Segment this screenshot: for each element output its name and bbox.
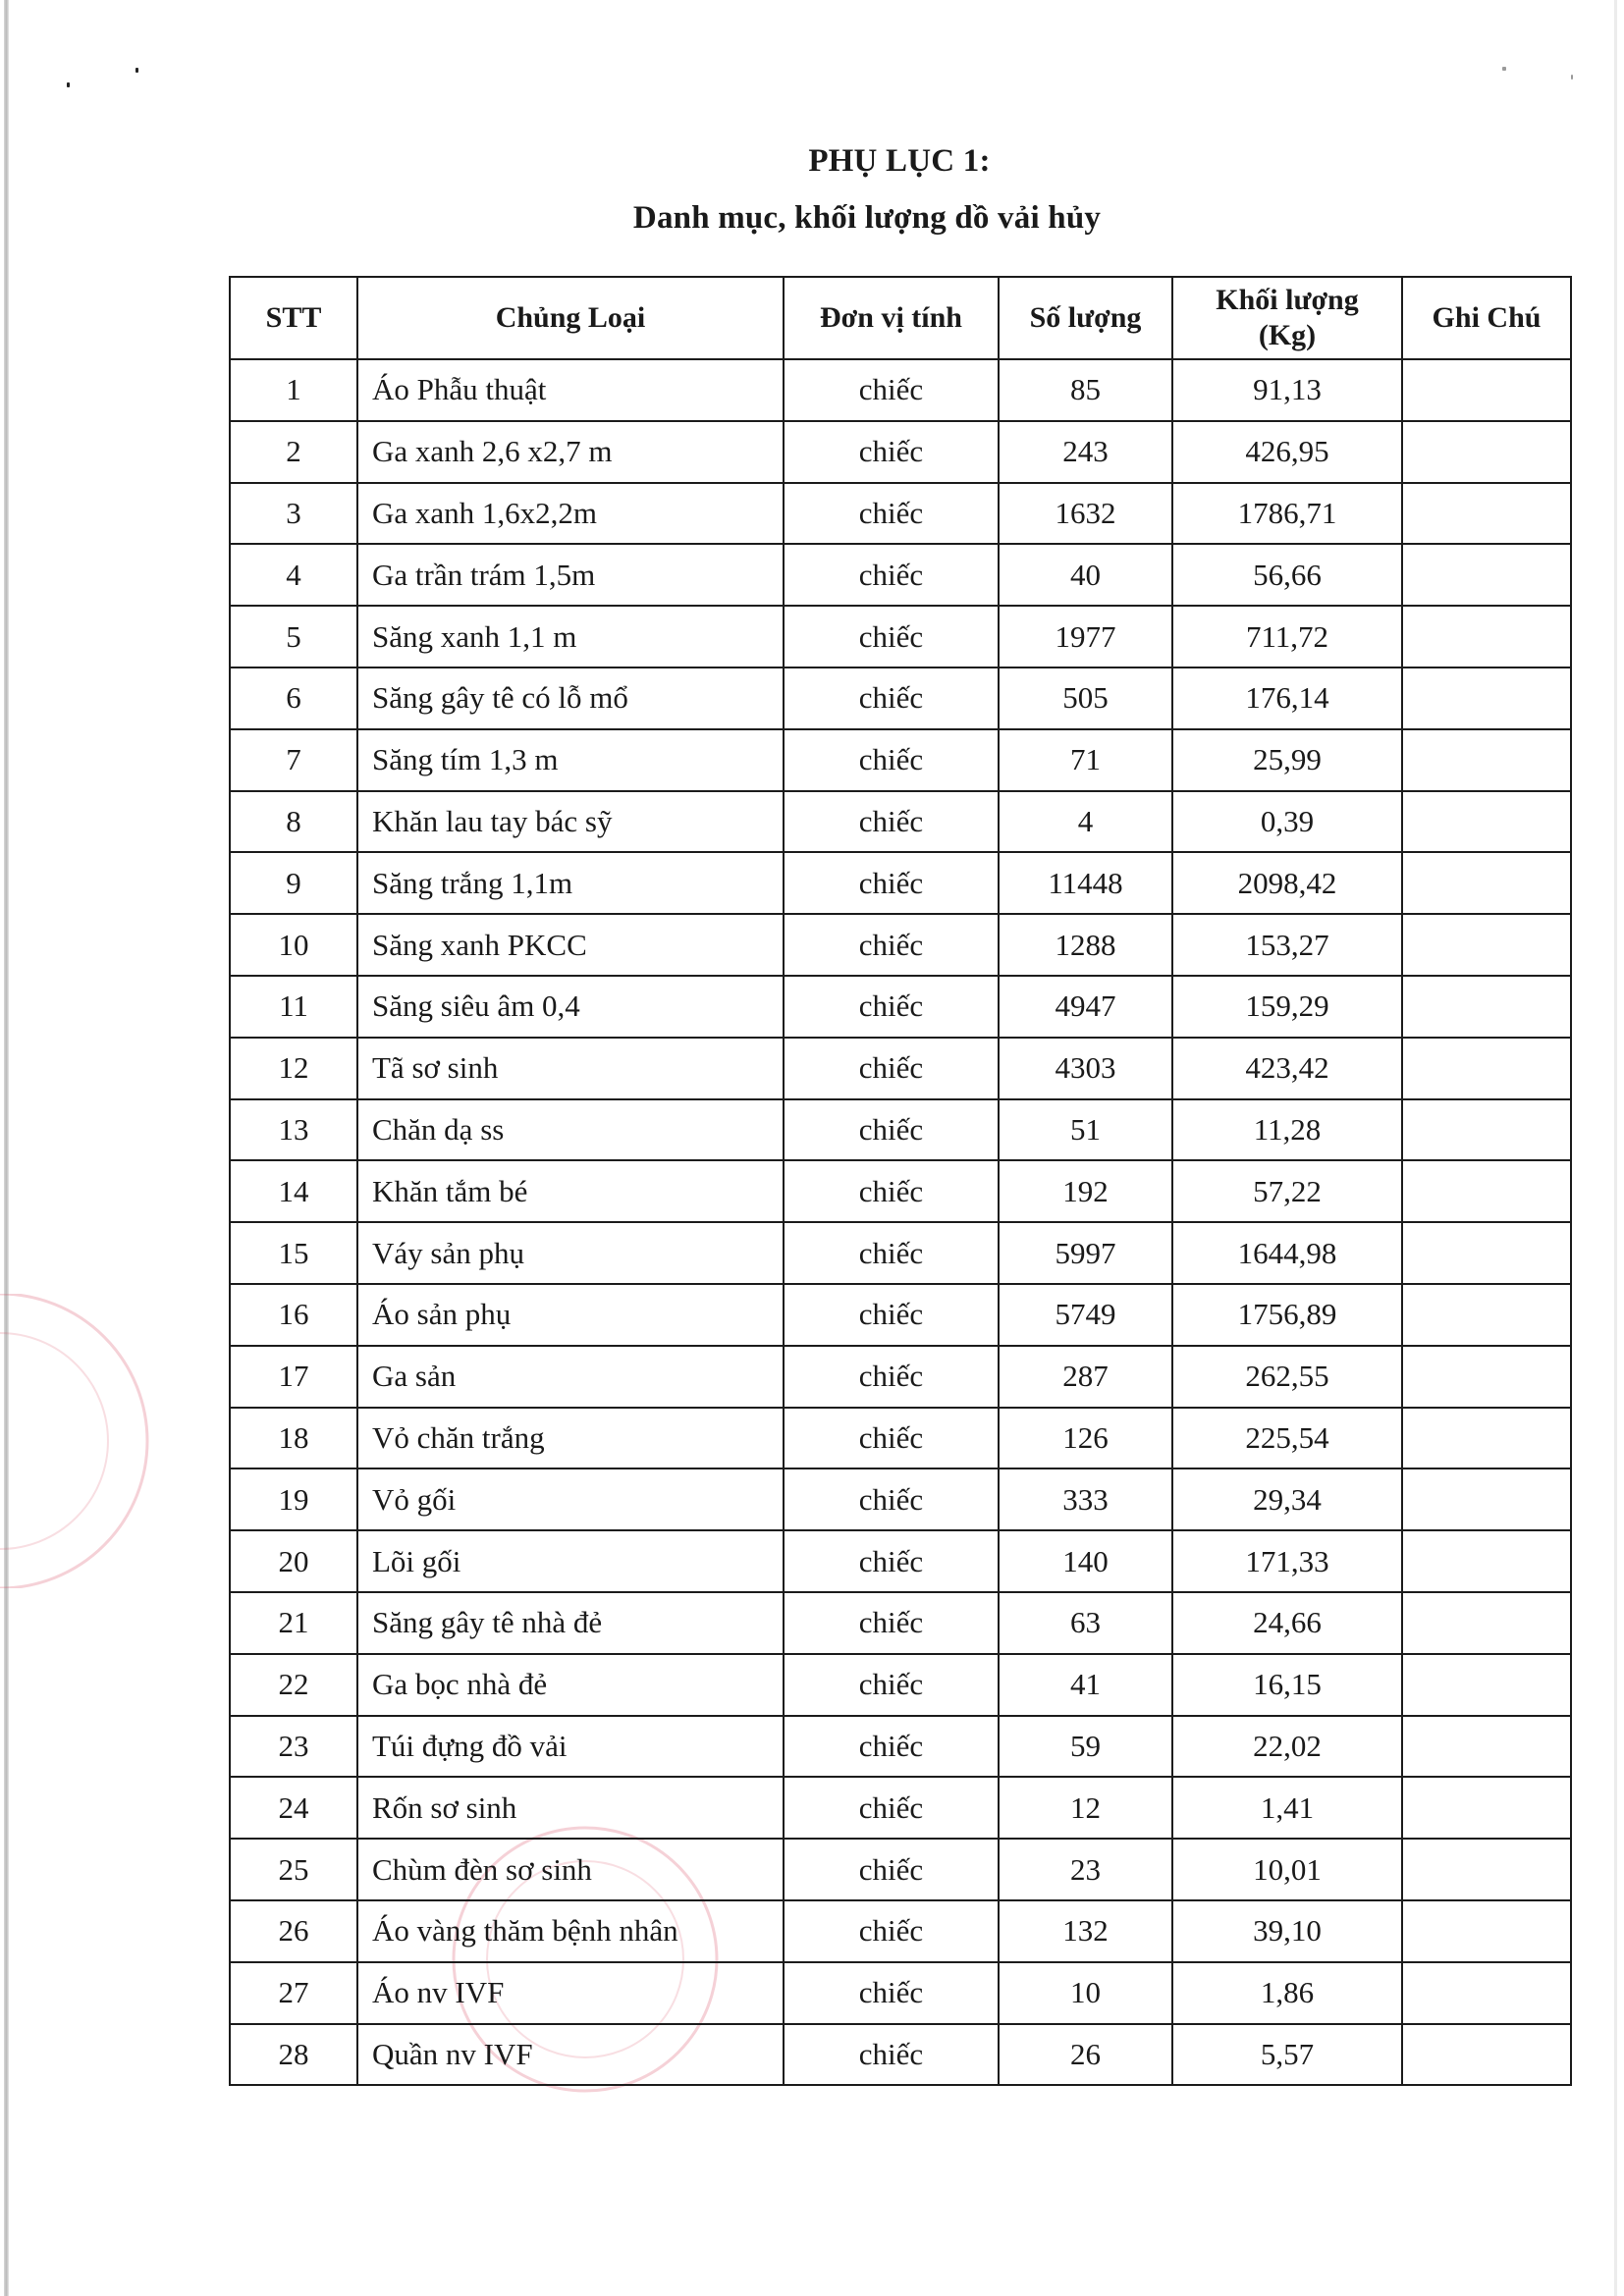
cell-weight: 39,10 [1172, 1900, 1402, 1962]
cell-unit: chiếc [784, 791, 999, 853]
table-row [230, 667, 1571, 729]
cell-type: Rốn sơ sinh [357, 1777, 784, 1839]
cell-quantity: 23 [999, 1839, 1172, 1900]
cell-note [1402, 1099, 1571, 1161]
cell-stt: 27 [230, 1962, 357, 2024]
cell-note [1402, 1900, 1571, 1962]
cell-weight: 426,95 [1172, 421, 1402, 483]
table-row [230, 544, 1571, 606]
cell-unit: chiếc [784, 359, 999, 421]
cell-unit: chiếc [784, 1408, 999, 1469]
cell-stt: 9 [230, 852, 357, 914]
stamp-seal-left [0, 1294, 157, 1588]
cell-note [1402, 359, 1571, 421]
table-row [230, 1160, 1571, 1222]
table-row [230, 1468, 1571, 1530]
cell-stt: 21 [230, 1592, 357, 1654]
cell-type: Lõi gối [357, 1530, 784, 1592]
cell-quantity: 12 [999, 1777, 1172, 1839]
cell-unit: chiếc [784, 1099, 999, 1161]
cell-stt: 14 [230, 1160, 357, 1222]
cell-type: Khăn tắm bé [357, 1160, 784, 1222]
cell-stt: 13 [230, 1099, 357, 1161]
cell-stt: 20 [230, 1530, 357, 1592]
cell-weight: 153,27 [1172, 914, 1402, 976]
cell-weight: 711,72 [1172, 606, 1402, 667]
cell-unit: chiếc [784, 1654, 999, 1716]
cell-note [1402, 1777, 1571, 1839]
table-row [230, 606, 1571, 667]
cell-stt: 6 [230, 667, 357, 729]
cell-quantity: 63 [999, 1592, 1172, 1654]
cell-stt: 3 [230, 483, 357, 545]
cell-note [1402, 606, 1571, 667]
table-row [230, 1099, 1571, 1161]
cell-quantity: 243 [999, 421, 1172, 483]
cell-quantity: 4947 [999, 976, 1172, 1038]
cell-weight: 0,39 [1172, 791, 1402, 853]
document-title: PHỤ LỤC 1: [808, 143, 991, 179]
table-row [230, 359, 1571, 421]
cell-stt: 7 [230, 729, 357, 791]
cell-quantity: 1288 [999, 914, 1172, 976]
header-unit: Đơn vị tính [784, 277, 999, 359]
cell-note [1402, 914, 1571, 976]
table-row [230, 1839, 1571, 1900]
cell-type: Áo sản phụ [357, 1284, 784, 1346]
cell-unit: chiếc [784, 1777, 999, 1839]
cell-note [1402, 1222, 1571, 1284]
cell-note [1402, 1346, 1571, 1408]
cell-quantity: 140 [999, 1530, 1172, 1592]
cell-type: Săng gây tê nhà đẻ [357, 1592, 784, 1654]
table-row [230, 791, 1571, 853]
cell-type: Vỏ gối [357, 1468, 784, 1530]
document-subtitle: Danh mục, khối lượng dồ vải hủy [632, 200, 1102, 236]
cell-unit: chiếc [784, 1346, 999, 1408]
cell-stt: 1 [230, 359, 357, 421]
cell-note [1402, 1654, 1571, 1716]
cell-stt: 24 [230, 1777, 357, 1839]
table-row [230, 1222, 1571, 1284]
cell-weight: 16,15 [1172, 1654, 1402, 1716]
cell-quantity: 10 [999, 1962, 1172, 2024]
table-header-row [230, 277, 1571, 359]
header-note: Ghi Chú [1402, 277, 1571, 359]
cell-type: Ga bọc nhà đẻ [357, 1654, 784, 1716]
cell-stt: 15 [230, 1222, 357, 1284]
cell-unit: chiếc [784, 1839, 999, 1900]
cell-quantity: 192 [999, 1160, 1172, 1222]
cell-quantity: 126 [999, 1408, 1172, 1469]
cell-type: Ga xanh 2,6 x2,7 m [357, 421, 784, 483]
cell-weight: 171,33 [1172, 1530, 1402, 1592]
cell-unit: chiếc [784, 976, 999, 1038]
cell-stt: 4 [230, 544, 357, 606]
cell-quantity: 5749 [999, 1284, 1172, 1346]
cell-quantity: 41 [999, 1654, 1172, 1716]
cell-note [1402, 1160, 1571, 1222]
cell-unit: chiếc [784, 1222, 999, 1284]
cell-note [1402, 1592, 1571, 1654]
cell-type: Săng xanh PKCC [357, 914, 784, 976]
cell-type: Túi đựng đồ vải [357, 1716, 784, 1778]
cell-unit: chiếc [784, 544, 999, 606]
scan-speck [135, 68, 138, 73]
scan-speck [67, 82, 70, 87]
waste-linen-table [229, 276, 1572, 2086]
cell-weight: 22,02 [1172, 1716, 1402, 1778]
cell-type: Chăn dạ ss [357, 1099, 784, 1161]
cell-weight: 11,28 [1172, 1099, 1402, 1161]
table-row [230, 1962, 1571, 2024]
table-row [230, 914, 1571, 976]
table-row [230, 1038, 1571, 1099]
cell-quantity: 85 [999, 359, 1172, 421]
table-row [230, 729, 1571, 791]
cell-note [1402, 544, 1571, 606]
table-row [230, 421, 1571, 483]
cell-stt: 28 [230, 2024, 357, 2086]
cell-weight: 176,14 [1172, 667, 1402, 729]
cell-unit: chiếc [784, 1900, 999, 1962]
table-row [230, 852, 1571, 914]
cell-stt: 8 [230, 791, 357, 853]
cell-note [1402, 1716, 1571, 1778]
cell-quantity: 1632 [999, 483, 1172, 545]
table-row [230, 483, 1571, 545]
cell-quantity: 4303 [999, 1038, 1172, 1099]
cell-stt: 26 [230, 1900, 357, 1962]
cell-note [1402, 1408, 1571, 1469]
cell-weight: 1756,89 [1172, 1284, 1402, 1346]
cell-stt: 22 [230, 1654, 357, 1716]
cell-unit: chiếc [784, 729, 999, 791]
cell-quantity: 5997 [999, 1222, 1172, 1284]
cell-quantity: 1977 [999, 606, 1172, 667]
cell-stt: 12 [230, 1038, 357, 1099]
cell-unit: chiếc [784, 1468, 999, 1530]
cell-note [1402, 1038, 1571, 1099]
header-weight [1172, 277, 1402, 359]
cell-quantity: 71 [999, 729, 1172, 791]
cell-unit: chiếc [784, 421, 999, 483]
cell-note [1402, 2024, 1571, 2086]
cell-quantity: 11448 [999, 852, 1172, 914]
cell-note [1402, 791, 1571, 853]
cell-stt: 11 [230, 976, 357, 1038]
cell-stt: 10 [230, 914, 357, 976]
table-row [230, 1592, 1571, 1654]
cell-unit: chiếc [784, 606, 999, 667]
cell-note [1402, 421, 1571, 483]
cell-quantity: 4 [999, 791, 1172, 853]
cell-weight: 225,54 [1172, 1408, 1402, 1469]
cell-type: Săng tím 1,3 m [357, 729, 784, 791]
cell-type: Áo nv IVF [357, 1962, 784, 2024]
cell-type: Chùm đèn sơ sinh [357, 1839, 784, 1900]
cell-type: Tã sơ sinh [357, 1038, 784, 1099]
table-body [230, 359, 1571, 2085]
cell-unit: chiếc [784, 1038, 999, 1099]
cell-note [1402, 667, 1571, 729]
cell-note [1402, 1839, 1571, 1900]
header-quantity: Số lượng [999, 277, 1172, 359]
cell-note [1402, 483, 1571, 545]
cell-weight: 1644,98 [1172, 1222, 1402, 1284]
cell-weight: 57,22 [1172, 1160, 1402, 1222]
cell-weight: 2098,42 [1172, 852, 1402, 914]
table-row [230, 2024, 1571, 2086]
cell-note [1402, 1284, 1571, 1346]
cell-quantity: 51 [999, 1099, 1172, 1161]
cell-unit: chiếc [784, 1592, 999, 1654]
cell-unit: chiếc [784, 1284, 999, 1346]
cell-type: Săng siêu âm 0,4 [357, 976, 784, 1038]
cell-stt: 25 [230, 1839, 357, 1900]
cell-unit: chiếc [784, 667, 999, 729]
cell-weight: 91,13 [1172, 359, 1402, 421]
cell-stt: 18 [230, 1408, 357, 1469]
cell-weight: 29,34 [1172, 1468, 1402, 1530]
cell-quantity: 59 [999, 1716, 1172, 1778]
cell-weight: 56,66 [1172, 544, 1402, 606]
cell-weight: 262,55 [1172, 1346, 1402, 1408]
cell-quantity: 40 [999, 544, 1172, 606]
table-row [230, 1716, 1571, 1778]
table-row [230, 1777, 1571, 1839]
cell-unit: chiếc [784, 1962, 999, 2024]
cell-type: Quần nv IVF [357, 2024, 784, 2086]
cell-note [1402, 1468, 1571, 1530]
cell-stt: 2 [230, 421, 357, 483]
cell-type: Săng xanh 1,1 m [357, 606, 784, 667]
cell-unit: chiếc [784, 483, 999, 545]
cell-weight: 24,66 [1172, 1592, 1402, 1654]
header-weight-label: Khối lượng (Kg) [1216, 284, 1359, 351]
cell-type: Ga sản [357, 1346, 784, 1408]
cell-weight: 5,57 [1172, 2024, 1402, 2086]
scan-speck [1571, 75, 1573, 80]
header-stt: STT [230, 277, 357, 359]
table-row [230, 976, 1571, 1038]
cell-quantity: 132 [999, 1900, 1172, 1962]
cell-type: Vỏ chăn trắng [357, 1408, 784, 1469]
cell-stt: 23 [230, 1716, 357, 1778]
cell-weight: 25,99 [1172, 729, 1402, 791]
table-row [230, 1346, 1571, 1408]
cell-stt: 16 [230, 1284, 357, 1346]
cell-note [1402, 1962, 1571, 2024]
cell-unit: chiếc [784, 1716, 999, 1778]
header-type: Chủng Loại [357, 277, 784, 359]
cell-stt: 5 [230, 606, 357, 667]
cell-weight: 1,41 [1172, 1777, 1402, 1839]
cell-unit: chiếc [784, 2024, 999, 2086]
cell-weight: 1,86 [1172, 1962, 1402, 2024]
cell-quantity: 505 [999, 667, 1172, 729]
cell-stt: 17 [230, 1346, 357, 1408]
stamp-seal-left-outer-arc [0, 1294, 147, 1588]
table-row [230, 1408, 1571, 1469]
table-row [230, 1530, 1571, 1592]
table-row [230, 1900, 1571, 1962]
cell-type: Săng gây tê có lỗ mổ [357, 667, 784, 729]
cell-quantity: 287 [999, 1346, 1172, 1408]
stamp-seal-left-inner-arc [0, 1333, 108, 1549]
cell-type: Áo Phẫu thuật [357, 359, 784, 421]
cell-weight: 10,01 [1172, 1839, 1402, 1900]
scan-edge-left [4, 0, 9, 2296]
cell-type: Váy sản phụ [357, 1222, 784, 1284]
cell-type: Ga xanh 1,6x2,2m [357, 483, 784, 545]
scan-edge-right [1614, 0, 1617, 2296]
cell-stt: 19 [230, 1468, 357, 1530]
table-row [230, 1654, 1571, 1716]
table-row [230, 1284, 1571, 1346]
cell-type: Khăn lau tay bác sỹ [357, 791, 784, 853]
cell-unit: chiếc [784, 852, 999, 914]
cell-weight: 1786,71 [1172, 483, 1402, 545]
cell-type: Ga trần trám 1,5m [357, 544, 784, 606]
cell-weight: 159,29 [1172, 976, 1402, 1038]
cell-note [1402, 976, 1571, 1038]
cell-quantity: 333 [999, 1468, 1172, 1530]
cell-type: Áo vàng thăm bệnh nhân [357, 1900, 784, 1962]
cell-weight: 423,42 [1172, 1038, 1402, 1099]
cell-note [1402, 1530, 1571, 1592]
cell-type: Săng trắng 1,1m [357, 852, 784, 914]
cell-note [1402, 852, 1571, 914]
scan-speck [1502, 67, 1506, 71]
cell-quantity: 26 [999, 2024, 1172, 2086]
cell-unit: chiếc [784, 1530, 999, 1592]
cell-unit: chiếc [784, 914, 999, 976]
cell-note [1402, 729, 1571, 791]
cell-unit: chiếc [784, 1160, 999, 1222]
